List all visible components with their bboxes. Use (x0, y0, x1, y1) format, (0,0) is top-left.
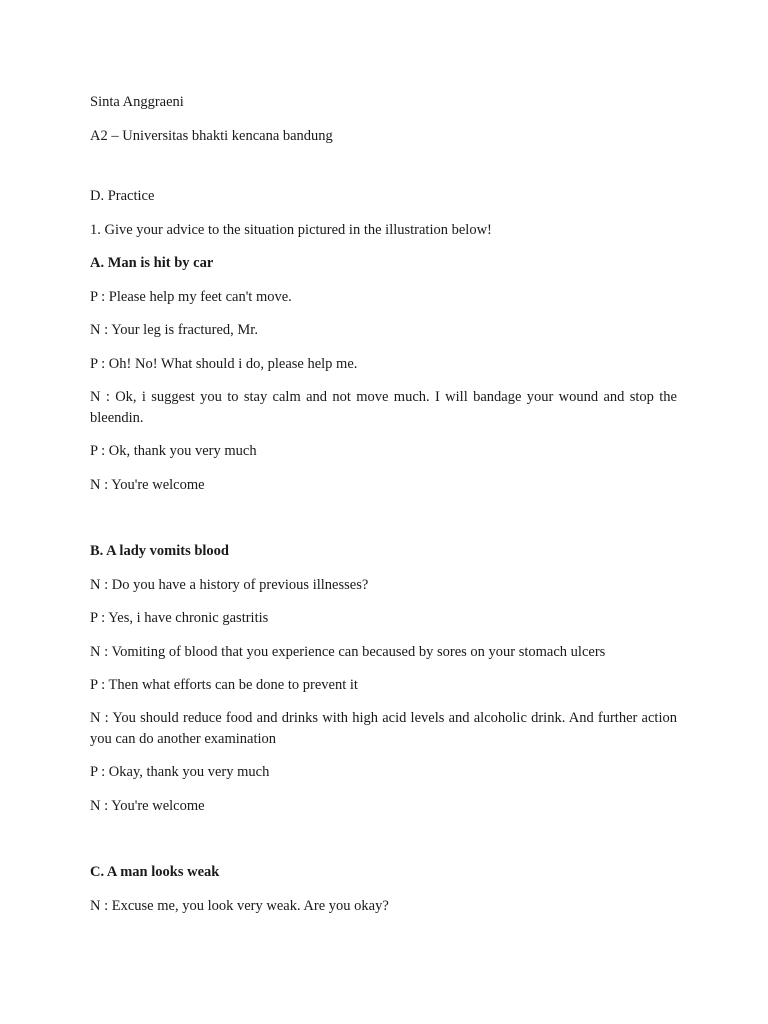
dialogue-line: N : Excuse me, you look very weak. Are you okay? (90, 898, 389, 914)
dialogue-line: N : Ok, i suggest you to stay calm and not move much. I will bandage your wound and stop the bleendin. (90, 389, 677, 426)
dialogue-line: N : Do you have a history of previous illnesses? (90, 577, 369, 593)
author-name: Sinta Anggraeni (90, 94, 184, 110)
dialogue-line: P : Ok, thank you very much (90, 443, 257, 459)
dialogue-line: P : Yes, i have chronic gastritis (90, 610, 269, 626)
dialogue-line: N : You're welcome (90, 477, 205, 493)
practice-heading: D. Practice (90, 188, 155, 204)
dialogue-line: P : Oh! No! What should i do, please help me. (90, 356, 358, 372)
section-a-title: A. Man is hit by car (90, 255, 214, 271)
dialogue-line: P : Okay, thank you very much (90, 764, 270, 780)
dialogue-line: N : Your leg is fractured, Mr. (90, 322, 258, 338)
dialogue-line: N : You should reduce food and drinks with high acid levels and alcoholic drink. And further action you can do another examination (90, 710, 677, 747)
practice-instruction: 1. Give your advice to the situation pictured in the illustration below! (90, 222, 492, 238)
section-c-title: C. A man looks weak (90, 864, 220, 880)
dialogue-line: N : You're welcome (90, 798, 205, 814)
dialogue-line: N : Vomiting of blood that you experience can becaused by sores on your stomach ulcers (90, 644, 606, 660)
dialogue-line: P : Please help my feet can't move. (90, 289, 292, 305)
section-b-title: B. A lady vomits blood (90, 543, 229, 559)
dialogue-line: P : Then what efforts can be done to prevent it (90, 677, 358, 693)
affiliation: A2 – Universitas bhakti kencana bandung (90, 128, 333, 144)
